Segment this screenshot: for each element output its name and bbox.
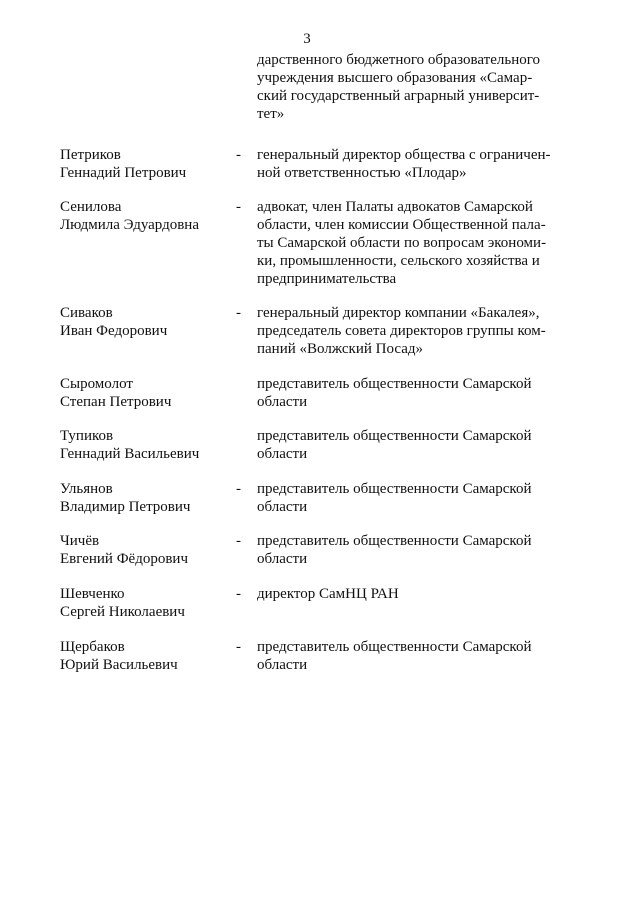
description-line: ты Самарской области по вопросам экономи- [257,235,547,251]
member-description [257,146,561,182]
description-line: генеральный директор общества с ограничен- [257,147,551,163]
entry-dash: - [236,481,241,497]
continuation-line: учреждения высшего образования «Самар- [257,70,533,86]
member-description [257,198,561,288]
member-description [257,375,561,411]
description-line: представитель общественности Самарской [257,481,532,497]
member-surname: Щербаков [60,639,125,655]
member-surname: Шевченко [60,586,125,602]
description-line: адвокат, член Палаты адвокатов Самарской [257,199,533,215]
continuation-line: тет» [257,106,285,122]
member-surname: Сенилова [60,199,122,215]
description-line: области [257,657,308,673]
member-name [60,638,235,674]
member-surname: Сиваков [60,305,113,321]
entry-dash: - [236,586,241,602]
member-description [257,585,561,603]
member-description [257,532,561,568]
member-description [257,480,561,516]
description-line: предпринимательства [257,271,397,287]
member-name [60,198,235,234]
member-given-names: Владимир Петрович [60,499,191,515]
description-line: паний «Волжский Посад» [257,341,423,357]
description-line: области, член комиссии Общественной пала- [257,217,546,233]
member-name [60,146,235,182]
member-name [60,532,235,568]
description-line: ки, промышленности, сельского хозяйства и [257,253,540,269]
description-line: директор СамНЦ РАН [257,586,399,602]
description-line: области [257,551,308,567]
member-given-names: Людмила Эдуардовна [60,217,199,233]
description-line: председатель совета директоров группы ком- [257,323,546,339]
member-surname: Петриков [60,147,121,163]
description-line: представитель общественности Самарской [257,639,532,655]
entry-dash: - [236,147,241,163]
description-line: области [257,446,308,462]
member-name [60,304,235,340]
description-line: области [257,394,308,410]
continuation-line: дарственного бюджетного образовательного [257,52,541,68]
description-line: представитель общественности Самарской [257,428,532,444]
entry-dash: - [236,199,241,215]
member-name [60,427,235,463]
member-name [60,375,235,411]
continuation-text [257,51,561,123]
member-name [60,480,235,516]
member-surname: Тупиков [60,428,114,444]
entry-dash: - [236,639,241,655]
member-given-names: Сергей Николаевич [60,604,185,620]
description-line: представитель общественности Самарской [257,376,532,392]
description-line: генеральный директор компании «Бакалея», [257,305,540,321]
entry-dash: - [236,533,241,549]
member-given-names: Степан Петрович [60,394,172,410]
description-line: представитель общественности Самарской [257,533,532,549]
member-surname: Ульянов [60,481,113,497]
description-line: ной ответственностью «Плодар» [257,165,467,181]
member-surname: Сыромолот [60,376,133,392]
member-given-names: Евгений Фёдорович [60,551,188,567]
member-description [257,304,561,358]
member-name [60,585,235,621]
member-given-names: Иван Федорович [60,323,168,339]
member-given-names: Юрий Васильевич [60,657,178,673]
description-line: области [257,499,308,515]
member-given-names: Геннадий Васильевич [60,446,200,462]
member-given-names: Геннадий Петрович [60,165,187,181]
member-description [257,638,561,674]
entry-dash: - [236,305,241,321]
member-description [257,427,561,463]
member-surname: Чичёв [60,533,100,549]
page-number: 3 [303,31,311,47]
continuation-line: ский государственный аграрный университ- [257,88,540,104]
